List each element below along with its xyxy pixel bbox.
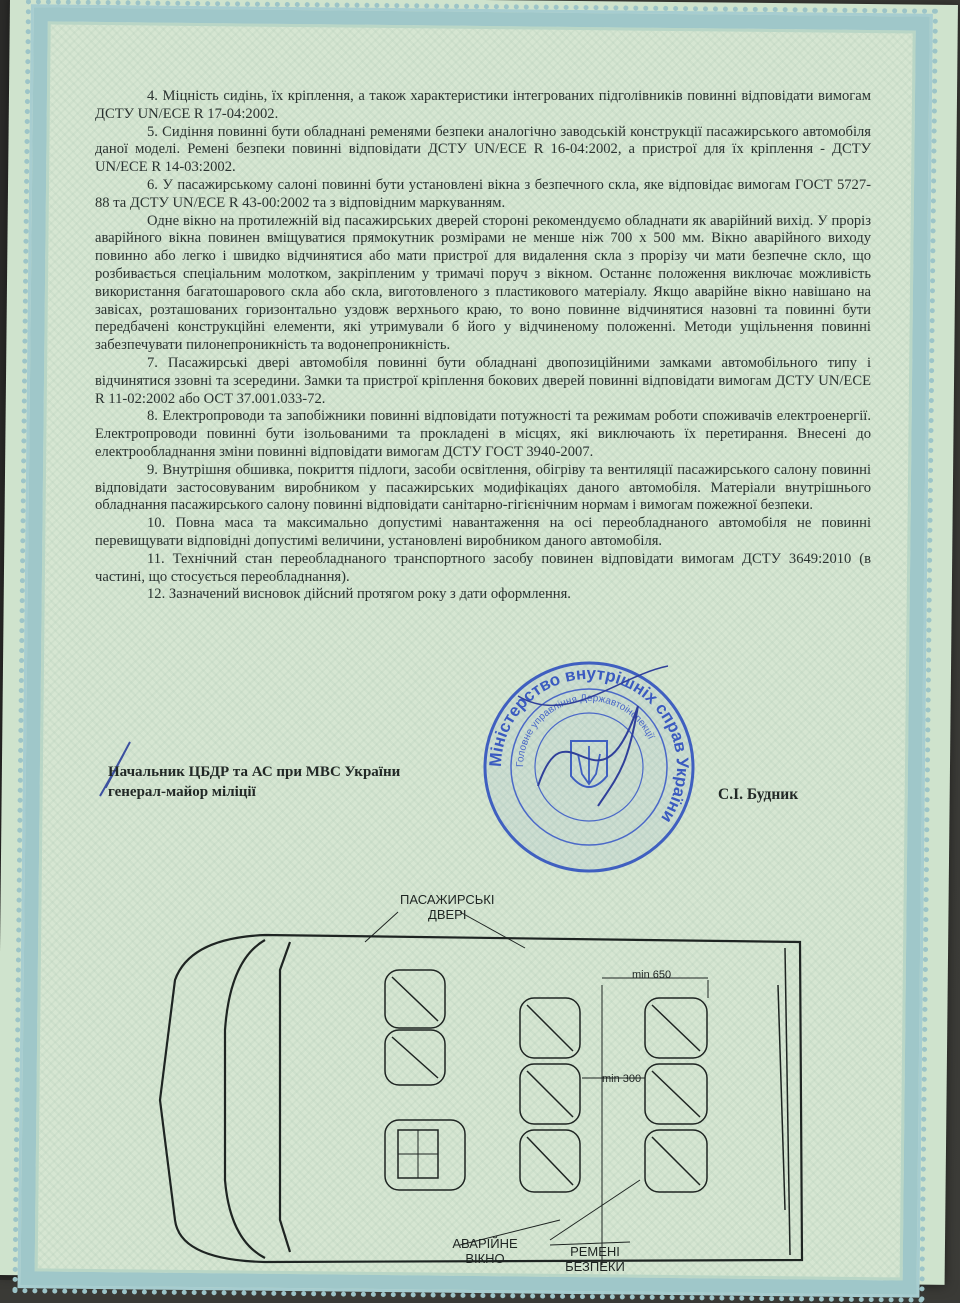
seat-row-middle <box>520 998 580 1192</box>
paragraph-7: 7. Пасажирські двері автомобіля повинні бути обладнані двопозиційними замками автомобільного типу і відчинятися ззовні та зсередини. Замки та пристрої кріплення бокових дверей повинні відповідати вимогам ДСТУ UN/ECE R 11-02:2002 або ОСТ 37.001.033-72. <box>95 354 871 407</box>
signatory-position <box>108 762 400 802</box>
label-emergency-window: АВАРІЙНЕ ВІКНО <box>452 1236 518 1266</box>
paragraph-10: 10. Повна маса та максимально допустимі навантаження на осі переобладнаного автомобіля не повинні перевищувати відповідні допустимі величини, установлені виробником даного автомобіля. <box>95 515 871 549</box>
stamp-inner-text: Головне управління Державтоінспекції <box>514 692 657 768</box>
paragraph-9: 9. Внутрішня обшивка, покриття підлоги, засоби освітлення, обігріву та вентиляції пасажирського салону повинні відповідати застосовуваним виробником у пасажирських модифікаціях даного автомобіля. Матеріали внутрішнього обладнання пасажирського салону повинні відповідати санітарно-гігієнічним нормам і вимогам пожежної безпеки. <box>95 461 871 514</box>
paragraph-5: 5. Сидіння повинні бути обладнані ременями безпеки аналогічно заводській конструкції пасажирського автомобіля даної моделі. Ремені безпеки повинні відповідати ДСТУ UN/ECE R 16-04:2002, а пристрої для їх кріплення - ДСТУ UN/ECE R 14-03:2002. <box>95 123 871 176</box>
label-seat-belts: РЕМЕНІ БЕЗПЕКИ <box>565 1244 625 1274</box>
signatory-name: С.І. Будник <box>718 786 799 803</box>
signatory-title: Начальник ЦБДР та АС при МВС України <box>108 764 401 780</box>
document-body <box>95 88 871 604</box>
paragraph-4: 4. Міцність сидінь, їх кріплення, а також характеристики інтегрованих підголівників повинні відповідати вимогам ДСТУ UN/ECE R 17-04:2002. <box>95 88 871 122</box>
stamp-ring-text: Міністерство внутрішніх справ України <box>485 663 693 827</box>
paragraph-6: 6. У пасажирському салоні повинні бути установлені вікна з безпечного скла, яке відповідає вимогам ГОСТ 5727-88 та ДСТУ UN/ECE R 43-00:2002 та з відповідним маркуванням. <box>95 176 871 211</box>
label-min-300: min 300 <box>602 1073 642 1085</box>
paragraph-11: 11. Технічний стан переобладнаного транспортного засобу повинен відповідати вимогам ДСТУ 3649:2010 (в частині, що стосується переобладнання). <box>95 550 871 585</box>
seat-row-rear <box>645 998 707 1192</box>
paragraph-12: 12. Зазначений висновок дійсний протягом року з дати оформлення. <box>147 586 571 603</box>
label-passenger-doors: ПАСАЖИРСЬКІ ДВЕРІ <box>400 892 495 922</box>
official-stamp-icon <box>478 656 700 878</box>
vehicle-seating-diagram <box>130 880 850 1280</box>
signatory-rank: генерал-майор міліції <box>108 784 256 800</box>
paragraph-8: 8. Електропроводи та запобіжники повинні відповідати потужності та режимам роботи споживачів електроенергії. Електропроводи повинні бути ізольованими та прокладені в місцях, які виключають їх перетирання. Внесені до електрообладнання зміни повинні відповідати вимогам ДСТУ ГОСТ 3940-2007. <box>95 408 871 460</box>
label-min-650: min 650 <box>632 969 672 981</box>
paragraph-6-emergency: Одне вікно на протилежній від пасажирських дверей стороні рекомендуємо обладнати як аварійний вихід. У проріз аварійного вікна повинен вміщуватися прямокутник розмірами не менше ніж 700 х 500 мм. Вікно аварійного виходу повинно або легко і швидко відчинятися або мати пристрої для видалення скла з прорізу чи мати безпечне скло, що розбивається спеціальним молотком, закріпленим у тримачі поруч з вікном. Останнє положення виключає можливість використання багатошарового скла або скла, виготовленого з пластикового матеріалу. Якщо аварійне вікно навішано на завісах, розташованих горизонтально уздовж верхнього краю, то воно повинне відчинятися назовні та повинні бути передбачені конструкційні елементи, які утримували б його у відчиненому положенні. Методи ущільнення повинні забезпечувати пилонепроникність та водонепроникність. <box>95 212 871 354</box>
